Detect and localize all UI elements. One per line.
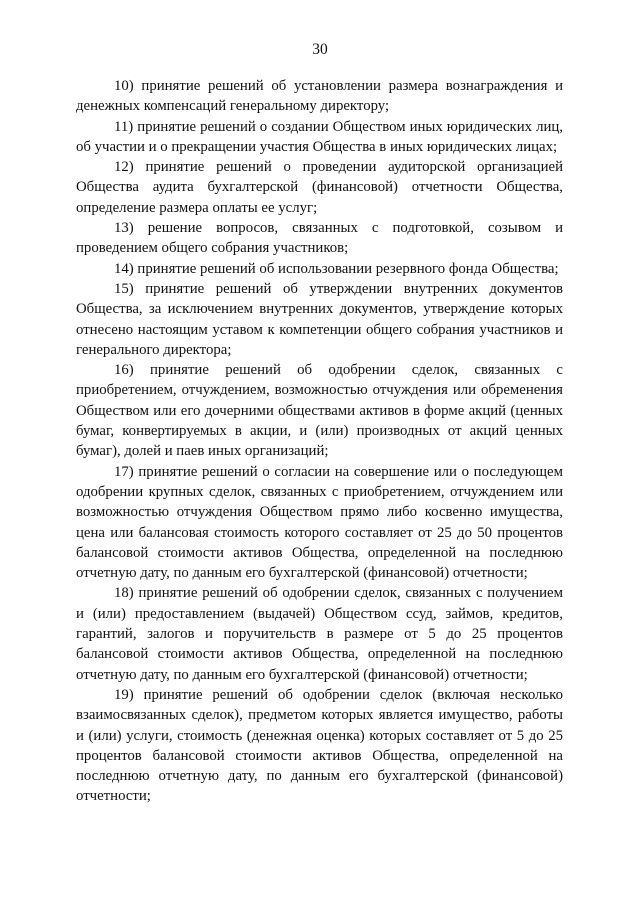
list-item-10: 10) принятие решений об установлении размера вознаграждения и денежных компенсаций генеральному директору; (76, 78, 563, 115)
list-item-15: 15) принятие решений об утверждении внутренних документов Общества, за исключением внутренних документов, утверждение которых отнесено настоящим уставом к компетенции общего собрания участников и генерального директора; (76, 280, 563, 358)
page-number: 30 (312, 41, 328, 58)
list-item-11: 11) принятие решений о создании Обществом иных юридических лиц, об участии и о прекращении участия Общества в иных юридических лицах; (76, 118, 563, 155)
list-item-18: 18) принятие решений об одобрении сделок, связанных с получением и (или) предоставлением (выдачей) Обществом ссуд, займов, кредитов, гарантий, залогов и поручительств в размере от 5 до 25 процентов балансовой стоимости активов Общества, определенной на последнюю отчетную дату, по данным его бухгалтерской (финансовой) отчетности; (76, 585, 563, 683)
list-item-12: 12) принятие решений о проведении аудиторской организацией Общества аудита бухгалтерской (финансовой) отчетности Общества, определение размера оплаты ее услуг; (76, 159, 563, 216)
list-item-16: 16) принятие решений об одобрении сделок, связанных с приобретением, отчуждением, возможностью отчуждения или обременения Обществом или его дочерними обществами активов в форме акций (ценных бумаг, конвертируемых в акции, и (или) производных от акций ценных бумаг), долей и паев иных организаций; (76, 362, 563, 460)
list-item-17: 17) принятие решений о согласии на совершение или о последующем одобрении крупных сделок, связанных с приобретением, отчуждением или возможностью отчуждения Обществом прямо либо косвенно имущества, цена или балансовая стоимость которого составляет от 25 до 50 процентов балансовой стоимости активов Общества, определенной на последнюю отчетную дату, по данным его бухгалтерской (финансовой) отчетности; (76, 463, 563, 582)
list-item-13: 13) решение вопросов, связанных с подготовкой, созывом и проведением общего собрания участников; (76, 220, 563, 257)
document-body (76, 76, 563, 807)
list-item-14: 14) принятие решений об использовании резервного фонда Общества; (114, 260, 559, 277)
list-item-19: 19) принятие решений об одобрении сделок (включая несколько взаимосвязанных сделок), предметом которых является имущество, работы и (или) услуги, стоимость (денежная оценка) которых составляет от 5 до 25 процентов балансовой стоимости активов Общества, определенной на последнюю отчетную дату, по данным его бухгалтерской (финансовой) отчетности; (76, 686, 563, 805)
